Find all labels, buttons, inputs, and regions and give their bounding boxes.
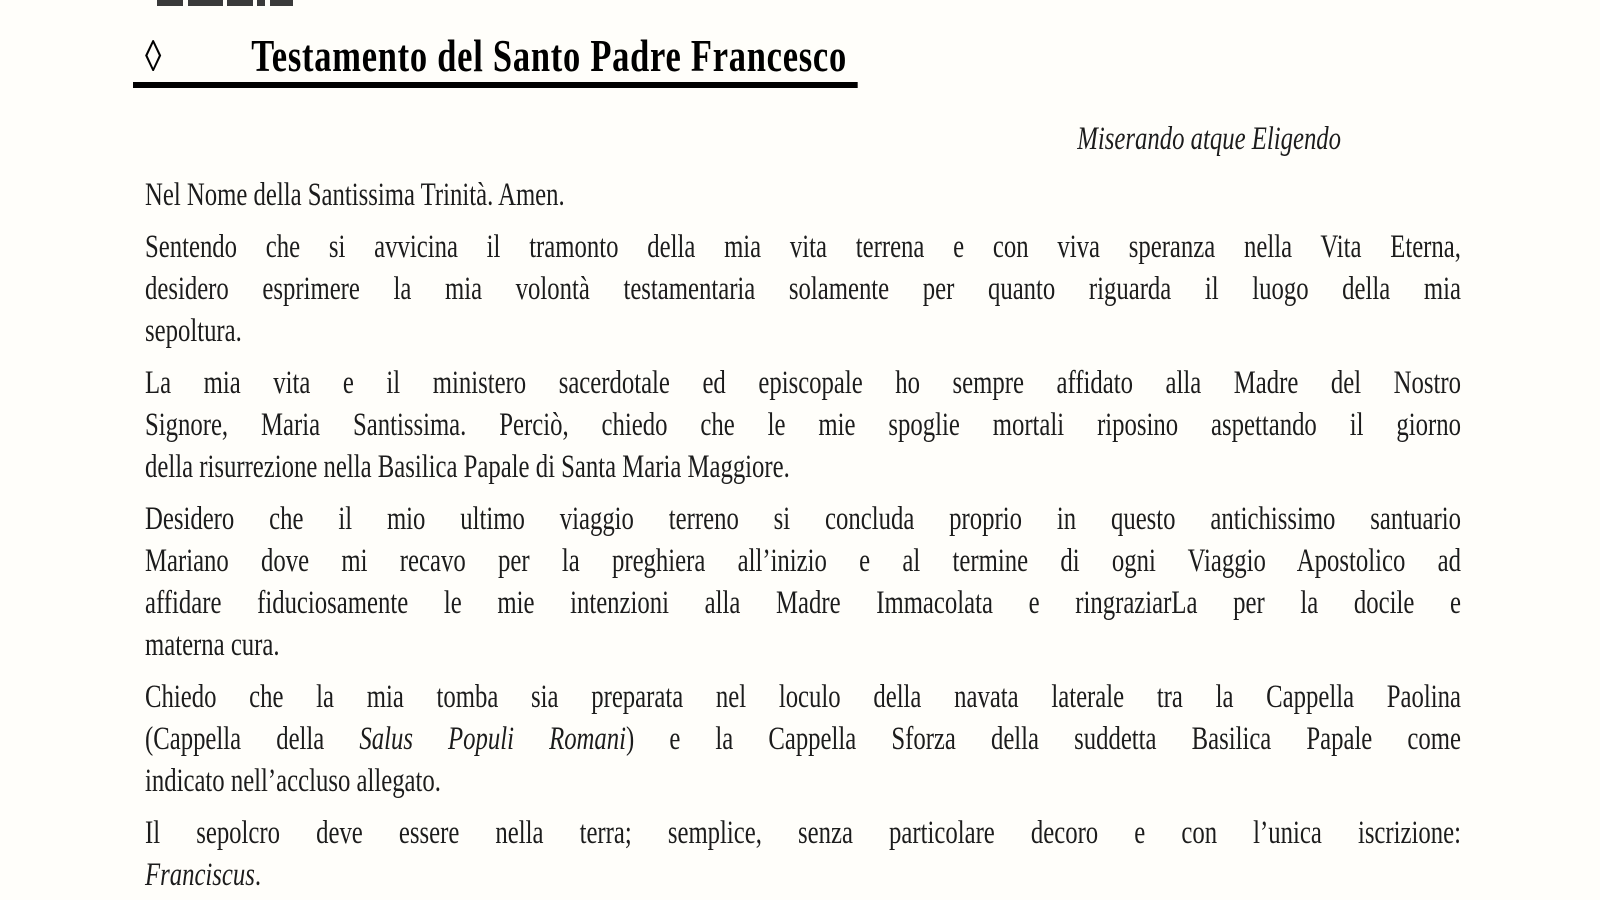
document-title-text: Testamento del Santo Padre Francesco [251,30,847,81]
paragraph [145,498,1461,666]
text-line [145,676,1461,718]
paragraph [145,676,1461,802]
paragraph [145,174,1461,216]
text-run: materna cura. [145,627,280,663]
text-line [145,226,1461,268]
text-run: sepoltura. [145,313,242,349]
text-run: ) e la Cappella Sforza della suddetta Basilica Papale come [626,721,1461,757]
text-run: Il sepolcro deve essere nella terra; semplice, senza particolare decoro e con l’unica iscrizione: [145,815,1461,851]
paragraph [145,362,1461,488]
text-line [145,362,1461,404]
text-run: della risurrezione nella Basilica Papale di Santa Maria Maggiore. [145,449,790,485]
text-run: . [254,857,262,893]
text-run: desidero esprimere la mia volontà testamentaria solamente per quanto riguarda il luogo della mia [145,271,1461,307]
italic-text-run: Franciscus [145,857,255,893]
cutoff-text-fragment [227,0,253,6]
paragraph [145,226,1461,352]
text-line [145,854,1461,896]
text-run: affidare fiduciosamente le mie intenzioni alla Madre Immacolata e ringraziarLa per la docile e [145,585,1461,621]
text-line [145,540,1461,582]
cutoff-text-fragment [157,0,183,6]
text-line [145,174,1461,216]
text-line [145,718,1461,760]
cutoff-text-fragment [188,0,223,6]
text-line [145,404,1461,446]
text-line [145,446,1461,488]
text-run: La mia vita e il ministero sacerdotale ed episcopale ho sempre affidato alla Madre del Nostro [145,365,1461,401]
text-line [145,624,1461,666]
text-run: Signore, Maria Santissima. Perciò, chiedo che le mie spoglie mortali riposino aspettando il giorno [145,407,1461,443]
italic-text-run: Salus Populi Romani [359,721,627,757]
text-run: Sentendo che si avvicina il tramonto della mia vita terrena e con viva speranza nella Vita Eterna, [145,229,1461,265]
text-run: Mariano dove mi recavo per la preghiera all’inizio e al termine di ogni Viaggio Apostolico ad [145,543,1461,579]
text-run: (Cappella della [145,721,360,757]
paragraph [145,812,1461,896]
text-run: Desidero che il mio ultimo viaggio terreno si concluda proprio in questo antichissimo santuario [145,501,1461,537]
diamond-bullet-icon: ◊ [145,32,162,81]
text-line [145,582,1461,624]
document-body [145,30,1461,896]
text-run: indicato nell’accluso allegato. [145,763,441,799]
motto-line: Miserando atque Eligendo [1077,121,1342,157]
text-line [145,310,1461,352]
text-run: Chiedo che la mia tomba sia preparata nel loculo della navata laterale tra la Cappella Paolina [145,679,1461,715]
text-run: Nel Nome della Santissima Trinità. Amen. [145,177,565,213]
text-line [145,268,1461,310]
text-line [145,760,1461,802]
text-line [145,498,1461,540]
text-line [145,812,1461,854]
cutoff-text-fragment [270,0,293,6]
cutoff-text-fragment [257,0,265,6]
document-title [133,30,857,88]
